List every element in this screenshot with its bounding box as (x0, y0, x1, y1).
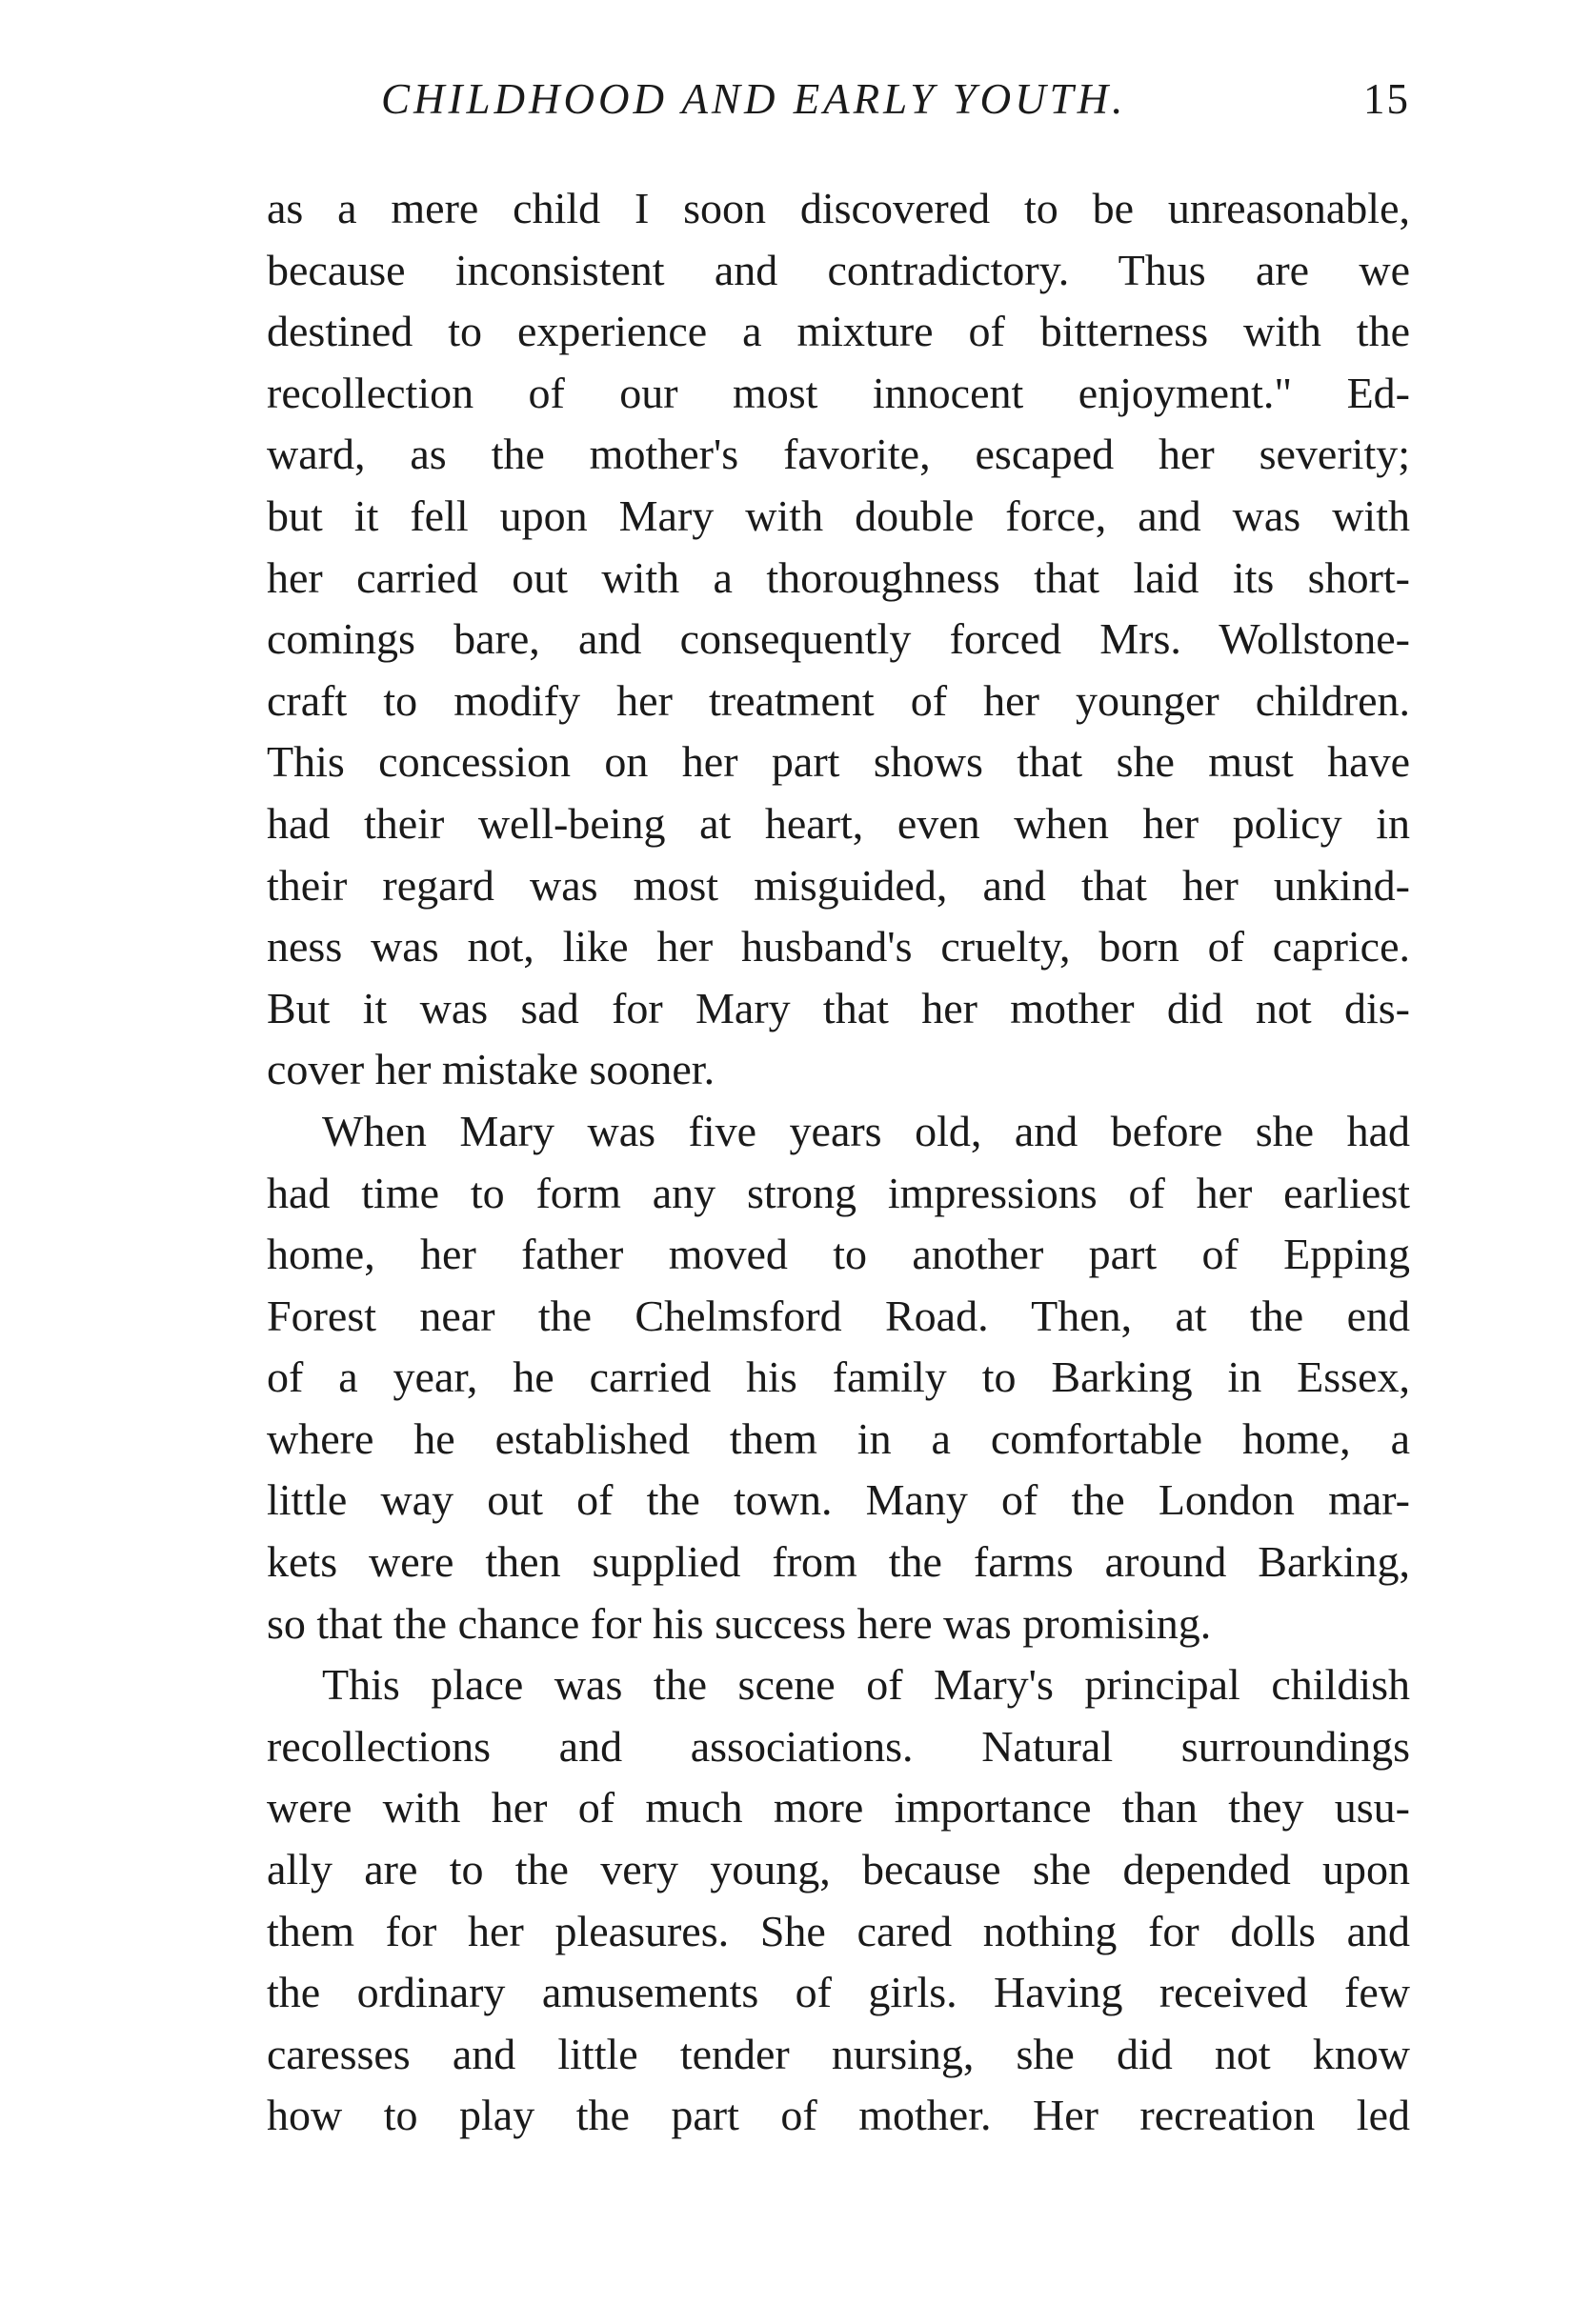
text-line: craft to modify her treatment of her younger children. (267, 675, 1410, 725)
text-line: comings bare, and consequently forced Mrs. Wollstone- (267, 614, 1410, 664)
text-line: them for her pleasures. She cared nothing for dolls and (267, 1906, 1410, 1955)
text-line: When Mary was five years old, and before she had (322, 1106, 1410, 1155)
text-line: ally are to the very young, because she depended upon (267, 1845, 1410, 1894)
text-line: where he established them in a comfortable home, a (267, 1413, 1410, 1463)
text-line: But it was sad for Mary that her mother did not dis- (267, 983, 1410, 1032)
text-line: This concession on her part shows that she must have (267, 737, 1410, 787)
text-line: had their well-being at heart, even when her policy in (267, 798, 1410, 848)
paragraph-3 (267, 1654, 1410, 2147)
text-line: how to play the part of mother. Her recreation led (267, 2091, 1410, 2140)
text-line: as a mere child I soon discovered to be unreasonable, (267, 184, 1410, 232)
body-text (267, 178, 1410, 2147)
text-line: her carried out with a thoroughness that laid its short- (267, 552, 1410, 602)
text-line: little way out of the town. Many of the London mar- (267, 1475, 1410, 1525)
page-number: 15 (1363, 75, 1410, 123)
text-line: caresses and little tender nursing, she did not know (267, 2029, 1410, 2078)
text-line: but it fell upon Mary with double force, and was with (267, 491, 1410, 540)
paragraph-2 (267, 1101, 1410, 1654)
text-line: ness was not, like her husband's cruelty, born of caprice. (267, 922, 1410, 972)
text-line: had time to form any strong impressions of her earliest (267, 1168, 1410, 1217)
text-line: their regard was most misguided, and that her unkind- (267, 860, 1410, 910)
text-line: because inconsistent and contradictory. Thus are we (267, 245, 1410, 294)
text-line: recollection of our most innocent enjoyment." Ed- (267, 368, 1410, 417)
text-line: kets were then supplied from the farms around Barking, (267, 1537, 1410, 1587)
text-line: so that the chance for his success here was promising. (267, 1598, 1212, 1648)
paragraph-1 (267, 178, 1410, 1101)
text-line: Forest near the Chelmsford Road. Then, at the end (267, 1291, 1410, 1340)
text-line: ward, as the mother's favorite, escaped her severity; (267, 430, 1410, 479)
text-line: of a year, he carried his family to Barking in Essex, (267, 1352, 1410, 1402)
text-line: the ordinary amusements of girls. Having received few (267, 1968, 1410, 2017)
running-head (267, 74, 1410, 131)
text-line: cover her mistake sooner. (267, 1045, 715, 1094)
text-line: recollections and associations. Natural surroundings (267, 1721, 1410, 1771)
running-title: CHILDHOOD AND EARLY YOUTH. (381, 75, 1127, 123)
text-line: home, her father moved to another part of Epping (267, 1230, 1410, 1279)
text-line: This place was the scene of Mary's principal childish (322, 1660, 1410, 1710)
text-line: destined to experience a mixture of bitterness with the (267, 307, 1410, 356)
text-line: were with her of much more importance than they usu- (267, 1783, 1410, 1833)
